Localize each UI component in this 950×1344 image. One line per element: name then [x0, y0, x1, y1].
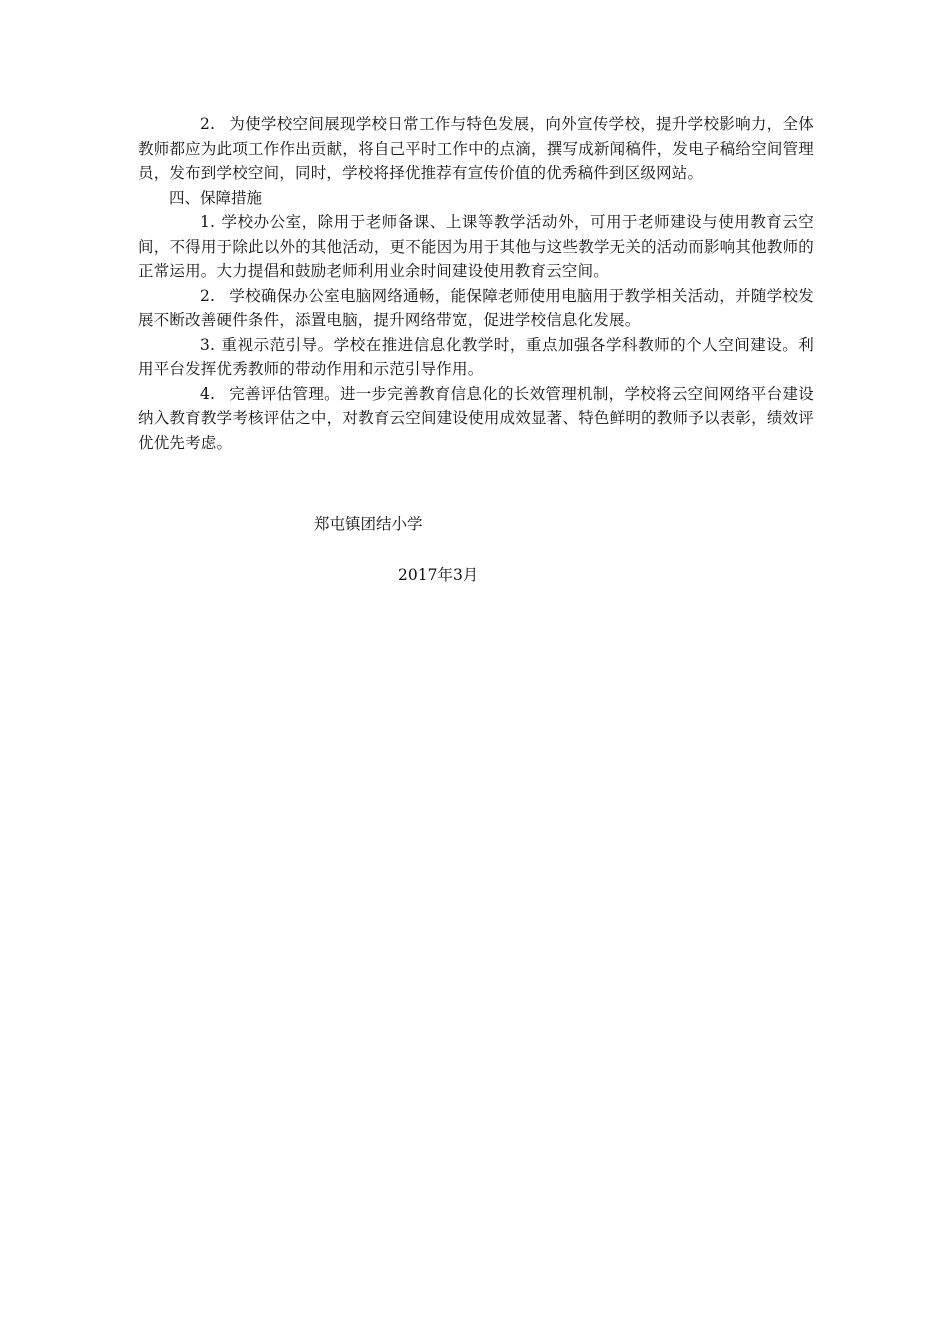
measure-number: 1. — [200, 213, 216, 231]
measure-text: 完善评估管理。进一步完善教育信息化的长效管理机制，学校将云空间网络平台建设纳入教育教学考核评估之中，对教育云空间建设使用成效显著、特色鲜明的教师予以表彰，绩效评优优先考虑。 — [138, 384, 814, 452]
paragraph-2 — [138, 112, 814, 186]
signature-date: 2017年3月 — [398, 566, 479, 584]
measure-text: 学校办公室，除用于老师备课、上课等教学活动外，可用于老师建设与使用教育云空间，不得用于除此以外的其他活动，更不能因为用于其他与这些教学无关的活动而影响其他教师的正常运用。大力提倡和鼓励老师利用业余时间建设使用教育云空间。 — [138, 213, 814, 280]
measure-text: 重视示范引导。学校在推进信息化教学时，重点加强各学科教师的个人空间建设。利用平台发挥优秀教师的带动作用和示范引导作用。 — [138, 335, 814, 378]
measure-number: 3. — [200, 335, 216, 354]
section-heading: 四、保障措施 — [169, 188, 263, 207]
paragraph-number: 2. — [200, 115, 216, 133]
measure-4 — [138, 382, 814, 456]
measure-2 — [138, 284, 814, 333]
paragraph-text: 为使学校空间展现学校日常工作与特色发展，向外宣传学校，提升学校影响力，全体教师都应为此项工作作出贡献，将自己平时工作中的点滴，撰写成新闻稿件，发电子稿给空间管理员，发布到学校空间，同时，学校将择优推荐有宣传价值的优秀稿件到区级网站。 — [138, 115, 814, 182]
measure-3 — [138, 333, 814, 382]
measure-number: 2. — [200, 286, 216, 305]
measure-1 — [138, 210, 814, 284]
measure-number: 4. — [200, 384, 216, 403]
signature-school: 郑屯镇团结小学 — [314, 515, 423, 533]
document-body — [138, 112, 814, 455]
measure-text: 学校确保办公室电脑网络通畅，能保障老师使用电脑用于教学相关活动，并随学校发展不断改善硬件条件，添置电脑，提升网络带宽，促进学校信息化发展。 — [138, 286, 814, 329]
